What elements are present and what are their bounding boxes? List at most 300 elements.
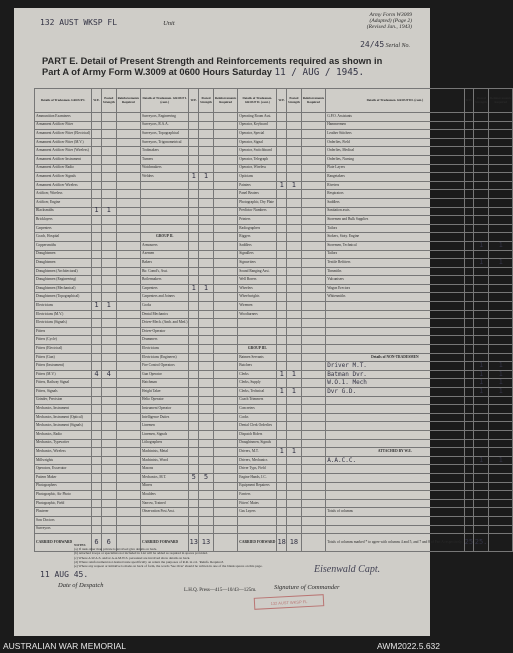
trade-label <box>326 482 464 491</box>
cell-value <box>199 482 214 491</box>
cell-value <box>474 113 489 122</box>
cell-value <box>301 284 325 293</box>
cell-value <box>199 155 214 164</box>
cell-value <box>277 113 287 122</box>
cell-value <box>92 138 102 147</box>
cell-value <box>199 491 214 500</box>
cell-value <box>116 276 140 285</box>
cell-value <box>464 241 474 250</box>
cell-value: 1 <box>277 388 287 397</box>
cell-value <box>116 396 140 405</box>
trade-label: Totals of columns <box>326 508 464 517</box>
cell-value <box>464 525 474 534</box>
cell-value <box>474 319 489 328</box>
trade-label: Blacksmiths <box>35 207 92 216</box>
carried-forward-label: CARRIED FORWARD <box>141 534 189 552</box>
trade-label: Armament Artificer Radio <box>35 164 92 173</box>
cell-value <box>301 155 325 164</box>
archive-footer <box>0 640 444 653</box>
cell-value <box>101 284 116 293</box>
cell-value <box>199 508 214 517</box>
cell-value <box>116 224 140 233</box>
cell-value <box>277 413 287 422</box>
cell-value <box>189 516 199 525</box>
cell-value <box>488 155 512 164</box>
cell-value <box>464 345 474 354</box>
cell-value <box>213 147 237 156</box>
trade-label: Surveyors, Engineering <box>141 113 189 122</box>
cell-value <box>189 448 199 457</box>
cell-value <box>101 345 116 354</box>
cell-value <box>101 138 116 147</box>
cell-value <box>301 525 325 534</box>
cell-value <box>189 216 199 225</box>
cell-value <box>464 233 474 242</box>
cell-value <box>92 310 102 319</box>
cell-value <box>464 224 474 233</box>
cell-value <box>199 499 214 508</box>
cell-value <box>189 370 199 379</box>
cell-value: 1 <box>474 259 489 268</box>
trade-label <box>326 405 464 414</box>
trade-label: Operator, Signal <box>238 138 277 147</box>
cell-value <box>213 482 237 491</box>
cell-value <box>92 439 102 448</box>
cell-value <box>101 430 116 439</box>
cell-value <box>116 319 140 328</box>
cell-value <box>213 465 237 474</box>
cell-value <box>116 207 140 216</box>
cell-value <box>101 173 116 182</box>
trade-label: Electricians (Signals) <box>35 319 92 328</box>
cell-value <box>213 396 237 405</box>
cell-value <box>277 241 287 250</box>
cell-value <box>213 250 237 259</box>
table-row <box>35 181 513 190</box>
cell-value <box>474 293 489 302</box>
trade-label: Wiremen <box>238 302 277 311</box>
cell-value <box>474 405 489 414</box>
cell-value: 1 <box>488 370 512 379</box>
trade-label: Carpenters <box>141 284 189 293</box>
cell-value <box>301 276 325 285</box>
cell-value <box>92 388 102 397</box>
cell-value <box>287 456 302 465</box>
cell-value: 4 <box>92 370 102 379</box>
trade-label: Armament Artificer Signals <box>35 173 92 182</box>
trade-label: Woodturners <box>238 310 277 319</box>
carried-forward-value <box>488 534 512 552</box>
trade-label: Draughtsmen (Topographical) <box>35 293 92 302</box>
cell-value <box>116 233 140 242</box>
cell-value <box>101 181 116 190</box>
trade-label <box>326 516 464 525</box>
trade-label: Photographic, Field <box>35 499 92 508</box>
cell-value <box>213 499 237 508</box>
table-row <box>35 241 513 250</box>
cell-value <box>464 173 474 182</box>
cell-value <box>189 405 199 414</box>
cell-value <box>116 130 140 139</box>
cell-value <box>189 456 199 465</box>
cell-value <box>199 430 214 439</box>
cell-value <box>189 190 199 199</box>
cell-value <box>287 525 302 534</box>
trade-label: Mechanics, M.T. <box>141 473 189 482</box>
trade-label: Turners <box>141 155 189 164</box>
cell-value <box>213 233 237 242</box>
cell-value <box>213 379 237 388</box>
cell-value <box>116 456 140 465</box>
cell-value <box>213 362 237 371</box>
cell-value <box>116 284 140 293</box>
cell-value <box>301 345 325 354</box>
cell-value <box>464 516 474 525</box>
notes-label: NOTES <box>74 543 86 547</box>
archive-name: AUSTRALIAN WAR MEMORIAL <box>3 641 126 651</box>
cell-value <box>464 190 474 199</box>
cell-value <box>116 155 140 164</box>
cell-value <box>277 482 287 491</box>
cell-value <box>488 430 512 439</box>
cell-value: 1 <box>488 362 512 371</box>
col-header-reinf: Reinforcements Required <box>301 89 325 113</box>
cell-value: 1 <box>199 284 214 293</box>
cell-value <box>92 155 102 164</box>
cell-value <box>116 138 140 147</box>
cell-value <box>474 327 489 336</box>
trade-label: Sound Ranging Asst. <box>238 267 277 276</box>
table-row <box>35 473 513 482</box>
cell-value <box>287 327 302 336</box>
trade-label: Millwrights <box>35 456 92 465</box>
cell-value <box>189 207 199 216</box>
cell-value <box>92 327 102 336</box>
cell-value <box>488 439 512 448</box>
trade-label: Saddlers <box>238 241 277 250</box>
cell-value <box>488 130 512 139</box>
trade-label: Coach Trimmers <box>238 396 277 405</box>
cell-value <box>199 130 214 139</box>
trade-label: Fitters' Mates <box>238 499 277 508</box>
cell-value <box>301 422 325 431</box>
cell-value <box>488 473 512 482</box>
cell-value <box>464 207 474 216</box>
cell-value <box>189 147 199 156</box>
trade-label: Surveyors, Trigonometrical <box>141 138 189 147</box>
cell-value <box>189 181 199 190</box>
cell-value <box>199 370 214 379</box>
cell-value <box>464 379 474 388</box>
cell-value <box>287 345 302 354</box>
trade-label: Grinder, Precision <box>35 396 92 405</box>
cell-value: 1 <box>287 370 302 379</box>
table-row <box>35 138 513 147</box>
col-header-we: W.E. <box>92 89 102 113</box>
trade-label: Armament Artificer Fitter <box>35 121 92 130</box>
trade-label <box>326 319 464 328</box>
cell-value <box>287 276 302 285</box>
cell-value <box>464 293 474 302</box>
trade-label: Storemen and Bulk Supplies <box>326 216 464 225</box>
trade-label: Mechanics, Wireless <box>35 448 92 457</box>
cell-value <box>101 233 116 242</box>
trade-label: Mechanics, Instrument (Signals) <box>35 422 92 431</box>
cell-value <box>474 155 489 164</box>
table-row <box>35 413 513 422</box>
cell-value <box>213 293 237 302</box>
cell-value <box>464 430 474 439</box>
cell-value <box>92 345 102 354</box>
cell-value <box>101 276 116 285</box>
cell-value <box>277 430 287 439</box>
cell-value <box>464 259 474 268</box>
carried-forward-value: 18 <box>287 534 302 552</box>
cell-value <box>301 405 325 414</box>
trade-label: G.P.O. Assistants <box>326 113 464 122</box>
cell-value <box>116 353 140 362</box>
col-header-reinf: Reinforcements Required <box>213 89 237 113</box>
cell-value <box>116 327 140 336</box>
cell-value <box>92 525 102 534</box>
cell-value <box>474 345 489 354</box>
cell-value <box>277 405 287 414</box>
cell-value <box>277 121 287 130</box>
cell-value <box>101 155 116 164</box>
cell-value <box>277 173 287 182</box>
cell-value <box>488 396 512 405</box>
cell-value <box>488 465 512 474</box>
cell-value <box>301 439 325 448</box>
cell-value <box>189 155 199 164</box>
trade-label: Fitters (Electrical) <box>35 345 92 354</box>
trade-label <box>326 336 464 345</box>
cell-value <box>287 224 302 233</box>
cell-value <box>277 155 287 164</box>
table-row <box>35 353 513 362</box>
table-row <box>35 121 513 130</box>
cell-value <box>464 413 474 422</box>
cell-value: 1 <box>287 181 302 190</box>
cell-value <box>287 198 302 207</box>
cell-value <box>116 190 140 199</box>
cell-value <box>116 198 140 207</box>
cell-value: 1 <box>189 173 199 182</box>
table-row <box>35 233 513 242</box>
cell-value <box>101 473 116 482</box>
cell-value <box>213 259 237 268</box>
table-row <box>35 491 513 500</box>
cell-value <box>488 413 512 422</box>
cell-value <box>199 310 214 319</box>
trade-label: Engine Hands, I.C. <box>238 473 277 482</box>
cell-value <box>189 525 199 534</box>
cell-value <box>199 388 214 397</box>
trade-label: Miners <box>141 482 189 491</box>
cell-value <box>474 396 489 405</box>
table-row <box>35 482 513 491</box>
cell-value <box>199 362 214 371</box>
trade-label: Vulcanisers <box>326 276 464 285</box>
cell-value <box>189 482 199 491</box>
cell-value <box>116 345 140 354</box>
cell-value <box>488 508 512 517</box>
cell-value <box>92 181 102 190</box>
trade-label <box>326 396 464 405</box>
cell-value <box>488 147 512 156</box>
trade-label <box>238 336 277 345</box>
cell-value <box>277 353 287 362</box>
trade-label: Armourers <box>141 241 189 250</box>
cell-value <box>287 216 302 225</box>
trade-label: Painters <box>238 181 277 190</box>
trade-label: Mechanics, Instrument <box>35 405 92 414</box>
note-line: (e) Where any request or initiative is made on back of form, the words 'See Over' should be written in one of the blank spaces on this page. <box>74 564 263 569</box>
cell-value <box>287 147 302 156</box>
despatch-date: 11 AUG 45. <box>40 570 89 579</box>
serial-label: Serial No. <box>385 43 410 49</box>
cell-value <box>301 336 325 345</box>
trade-label <box>326 439 464 448</box>
trade-label <box>141 525 189 534</box>
cell-value <box>92 465 102 474</box>
cell-value <box>116 310 140 319</box>
trade-label: Sanitation assts. <box>326 207 464 216</box>
cell-value <box>474 499 489 508</box>
cell-value <box>287 121 302 130</box>
trade-label: Draughtsmen, Signals <box>238 439 277 448</box>
serial-number <box>360 40 410 49</box>
cell-value <box>277 319 287 328</box>
cell-value <box>213 370 237 379</box>
cell-value <box>488 181 512 190</box>
cell-value <box>488 327 512 336</box>
cell-value <box>189 508 199 517</box>
cell-value <box>213 508 237 517</box>
carried-forward-value: 13 <box>199 534 214 552</box>
cell-value <box>199 216 214 225</box>
cell-value <box>101 267 116 276</box>
cell-value <box>488 525 512 534</box>
table-row <box>35 284 513 293</box>
cell-value <box>101 525 116 534</box>
cell-value <box>116 465 140 474</box>
table-row <box>35 130 513 139</box>
cell-value <box>464 499 474 508</box>
cell-value <box>116 362 140 371</box>
trade-label: Dental Clerk Orderlies <box>238 422 277 431</box>
trade-label: Butchers <box>238 362 277 371</box>
trade-label: Mechanics, Instrument (Optical) <box>35 413 92 422</box>
trade-label: Well Borers <box>238 276 277 285</box>
cell-value <box>287 250 302 259</box>
cell-value <box>199 422 214 431</box>
cell-value <box>287 113 302 122</box>
table-row <box>35 207 513 216</box>
cell-value <box>464 130 474 139</box>
cell-value <box>92 113 102 122</box>
trade-label: Masons <box>141 465 189 474</box>
cell-value <box>464 336 474 345</box>
cell-value <box>116 448 140 457</box>
cell-value <box>488 448 512 457</box>
trade-label <box>326 491 464 500</box>
cell-value <box>464 482 474 491</box>
cell-value <box>287 482 302 491</box>
trade-label: Watchmakers <box>141 164 189 173</box>
cell-value <box>199 396 214 405</box>
cell-value <box>116 379 140 388</box>
cell-value <box>474 198 489 207</box>
cell-value <box>189 302 199 311</box>
cell-value <box>101 113 116 122</box>
cell-value <box>301 319 325 328</box>
cell-value: 1 <box>488 388 512 397</box>
cell-value <box>189 422 199 431</box>
cell-value <box>92 353 102 362</box>
cell-value <box>474 173 489 182</box>
cell-value <box>287 353 302 362</box>
trade-label: Coppersmiths <box>35 241 92 250</box>
cell-value <box>474 164 489 173</box>
cell-value: 1 <box>277 370 287 379</box>
cell-value <box>474 422 489 431</box>
cell-value <box>92 190 102 199</box>
cell-value <box>199 250 214 259</box>
trade-label: Bakers <box>141 259 189 268</box>
cell-value <box>464 439 474 448</box>
cell-value <box>474 508 489 517</box>
trade-label: Saw Doctors <box>35 516 92 525</box>
cell-value <box>474 516 489 525</box>
trade-label: Drummers <box>141 336 189 345</box>
cell-value <box>464 216 474 225</box>
cell-value <box>116 164 140 173</box>
cell-value <box>464 250 474 259</box>
cell-value <box>92 422 102 431</box>
cell-value <box>464 388 474 397</box>
table-row <box>35 164 513 173</box>
cell-value <box>277 190 287 199</box>
cell-value <box>101 439 116 448</box>
cell-value <box>277 207 287 216</box>
cell-value <box>474 448 489 457</box>
cell-value <box>464 276 474 285</box>
cell-value <box>474 147 489 156</box>
form-line: (Adapted) (Page 2) <box>369 18 412 25</box>
cell-value <box>199 456 214 465</box>
cell-value <box>488 173 512 182</box>
cell-value <box>199 345 214 354</box>
cell-value <box>474 121 489 130</box>
cell-value <box>189 250 199 259</box>
cell-value <box>101 224 116 233</box>
cell-value <box>116 113 140 122</box>
cell-value <box>213 405 237 414</box>
cell-value <box>488 284 512 293</box>
cell-value <box>277 259 287 268</box>
cell-value <box>92 516 102 525</box>
cell-value: 1 <box>101 207 116 216</box>
cell-value <box>287 310 302 319</box>
table-row <box>35 319 513 328</box>
cell-value <box>488 310 512 319</box>
cell-value <box>199 327 214 336</box>
trade-label: Concreters <box>238 405 277 414</box>
cell-value <box>287 173 302 182</box>
cell-value <box>92 491 102 500</box>
trade-label: Drivers, M.T. <box>238 448 277 457</box>
